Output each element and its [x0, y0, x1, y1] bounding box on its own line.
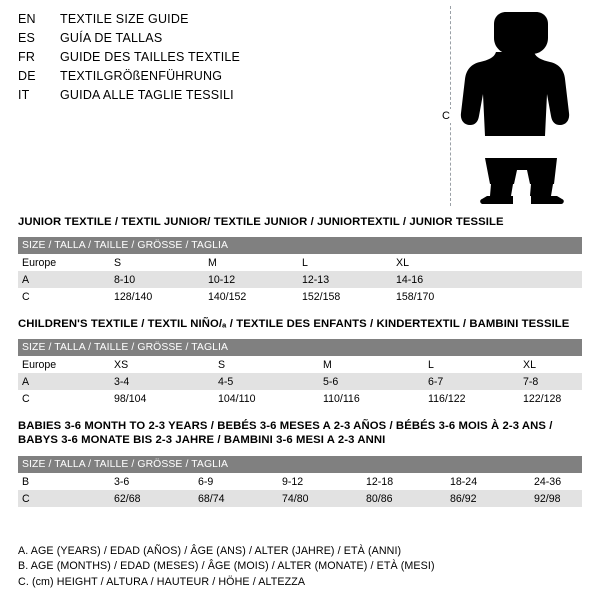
cell: 6-9	[194, 473, 278, 490]
cell: 140/152	[204, 288, 298, 305]
table-row	[18, 356, 582, 373]
language-row	[18, 12, 438, 31]
children-size-table	[18, 339, 582, 407]
cell: 4-5	[214, 373, 319, 390]
table-header-row	[18, 237, 582, 254]
table-row	[18, 271, 582, 288]
cell: 116/122	[424, 390, 519, 407]
cell: 128/140	[110, 288, 204, 305]
cell: XS	[110, 356, 214, 373]
language-code: EN	[18, 12, 36, 26]
cell: 62/68	[110, 490, 194, 507]
section-title-babies	[18, 420, 553, 447]
language-title: TEXTILGRÖßENFÜHRUNG	[60, 69, 223, 83]
cell: S	[214, 356, 319, 373]
row-label: C	[18, 490, 110, 507]
cell: 7-8	[519, 373, 582, 390]
cell: 9-12	[278, 473, 362, 490]
table-header-row	[18, 456, 582, 473]
cell: 14-16	[392, 271, 582, 288]
language-row	[18, 69, 438, 88]
cell: 24-36	[530, 473, 582, 490]
child-silhouette-icon	[458, 8, 586, 208]
cell: 86/92	[446, 490, 530, 507]
cell: 80/86	[362, 490, 446, 507]
legend-line-b: B. AGE (MONTHS) / EDAD (MESES) / ÂGE (MOIS) / ALTER (MONATE) / ETÀ (MESI)	[18, 560, 435, 572]
table-row	[18, 473, 582, 490]
cell: 110/116	[319, 390, 424, 407]
cell: S	[110, 254, 204, 271]
row-label: C	[18, 390, 110, 407]
table-row	[18, 254, 582, 271]
cell: 98/104	[110, 390, 214, 407]
row-label: C	[18, 288, 110, 305]
language-title: GUIDA ALLE TAGLIE TESSILI	[60, 88, 234, 102]
cell: L	[298, 254, 392, 271]
section-title-junior: JUNIOR TEXTILE / TEXTIL JUNIOR/ TEXTILE JUNIOR / JUNIORTEXTIL / JUNIOR TESSILE	[18, 216, 504, 228]
language-code: FR	[18, 50, 36, 64]
height-measure-figure	[436, 6, 586, 211]
row-label: Europe	[18, 356, 110, 373]
junior-size-table	[18, 237, 582, 305]
table-header-row	[18, 339, 582, 356]
language-row	[18, 88, 438, 107]
language-title: GUIDE DES TAILLES TEXTILE	[60, 50, 241, 64]
cell: 152/158	[298, 288, 392, 305]
section-title-babies-line1: BABIES 3-6 MONTH TO 2-3 YEARS / BEBÉS 3-6 MESES A 2-3 AÑOS / BÉBÉS 3-6 MOIS À 2-3 ANS /	[18, 420, 553, 432]
table-header-label: SIZE / TALLA / TAILLE / GRÖSSE / TAGLIA	[18, 237, 582, 254]
cell: 5-6	[319, 373, 424, 390]
legend-line-a: A. AGE (YEARS) / EDAD (AÑOS) / ÂGE (ANS) / ALTER (JAHRE) / ETÀ (ANNI)	[18, 544, 402, 557]
cell: 8-10	[110, 271, 204, 288]
section-title-babies-line2: BABYS 3-6 MONATE BIS 2-3 JAHRE / BAMBINI 3-6 MESI A 2-3 ANNI	[18, 433, 386, 446]
language-row	[18, 31, 438, 50]
height-measure-label: C	[442, 110, 450, 122]
cell: 92/98	[530, 490, 582, 507]
legend-block	[18, 544, 588, 591]
table-row	[18, 373, 582, 390]
row-label: A	[18, 271, 110, 288]
babies-size-table	[18, 456, 582, 507]
section-title-children: CHILDREN'S TEXTILE / TEXTIL NIÑO/ₐ / TEXTILE DES ENFANTS / KINDERTEXTIL / BAMBINI TESSILE	[18, 318, 570, 330]
table-header-label: SIZE / TALLA / TAILLE / GRÖSSE / TAGLIA	[18, 456, 582, 473]
cell: 6-7	[424, 373, 519, 390]
table-header-label: SIZE / TALLA / TAILLE / GRÖSSE / TAGLIA	[18, 339, 582, 356]
language-title: TEXTILE SIZE GUIDE	[60, 12, 189, 26]
language-code: ES	[18, 31, 36, 45]
cell: 104/110	[214, 390, 319, 407]
table-row	[18, 390, 582, 407]
cell: 12-13	[298, 271, 392, 288]
row-label: A	[18, 373, 110, 390]
height-guide-line	[450, 6, 451, 206]
cell: 12-18	[362, 473, 446, 490]
cell: 68/74	[194, 490, 278, 507]
cell: 122/128	[519, 390, 582, 407]
table-row	[18, 288, 582, 305]
language-title: GUÍA DE TALLAS	[60, 31, 163, 45]
cell: 74/80	[278, 490, 362, 507]
language-code: DE	[18, 69, 36, 83]
cell: M	[319, 356, 424, 373]
row-label: B	[18, 473, 110, 490]
table-row	[18, 490, 582, 507]
cell: XL	[392, 254, 582, 271]
cell: 10-12	[204, 271, 298, 288]
language-title-list	[18, 12, 438, 107]
cell: 158/170	[392, 288, 582, 305]
cell: L	[424, 356, 519, 373]
row-label: Europe	[18, 254, 110, 271]
cell: 18-24	[446, 473, 530, 490]
language-row	[18, 50, 438, 69]
language-code: IT	[18, 88, 30, 102]
cell: XL	[519, 356, 582, 373]
cell: M	[204, 254, 298, 271]
cell: 3-4	[110, 373, 214, 390]
cell: 3-6	[110, 473, 194, 490]
legend-line-c: C. (cm) HEIGHT / ALTURA / HAUTEUR / HÖHE / ALTEZZA	[18, 575, 306, 588]
